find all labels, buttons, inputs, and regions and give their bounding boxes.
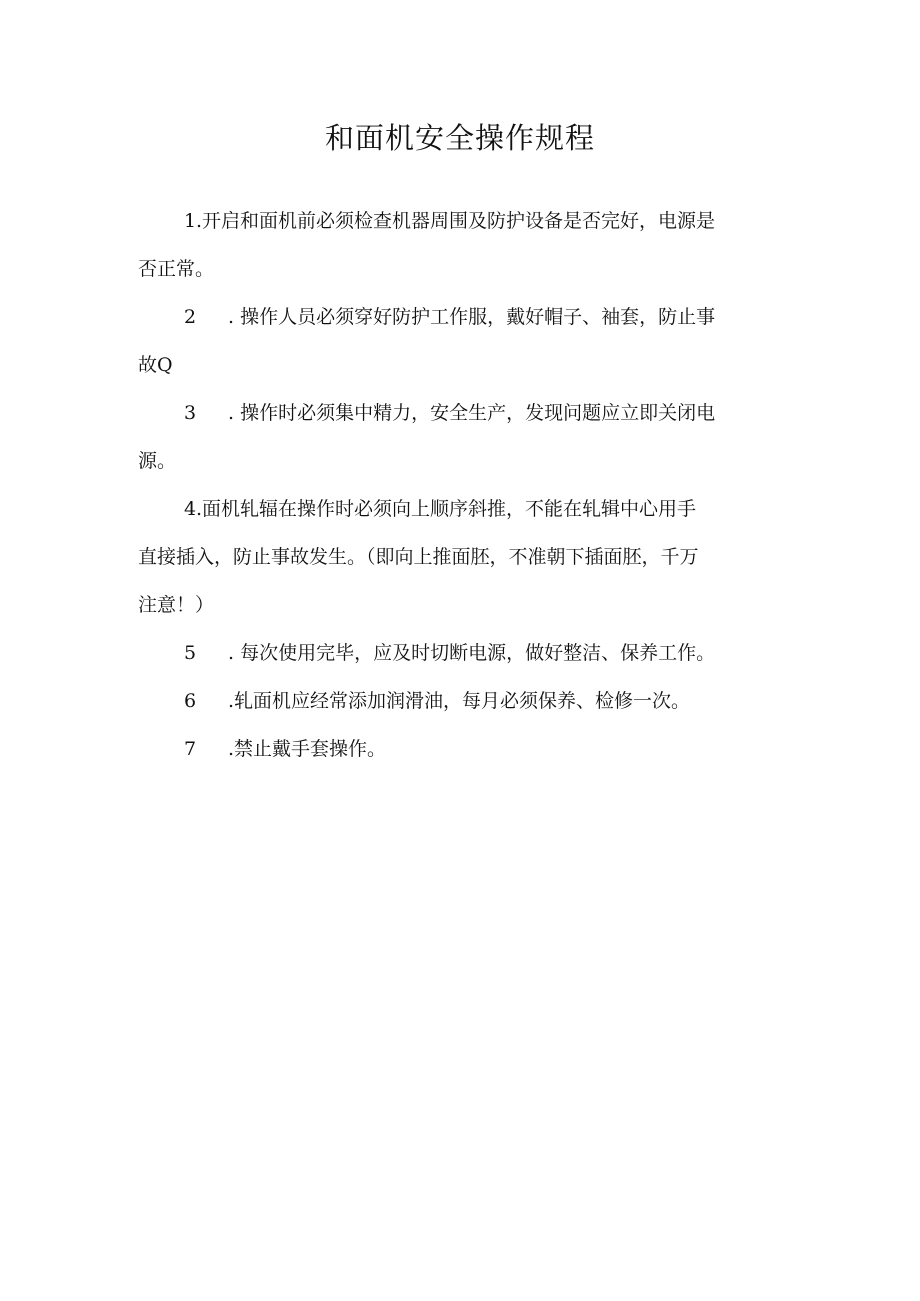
list-item (138, 677, 788, 725)
document-title: 和面机安全操作规程 (324, 121, 595, 155)
item-text-continued: 注意！） (138, 594, 215, 616)
list-item (138, 389, 788, 485)
document-body (138, 197, 788, 773)
item-text-continued: 故Q (138, 354, 173, 376)
item-text: .轧面机应经常添加润滑油，每月必须保养、检修一次。 (228, 690, 691, 712)
item-text-continued: 否正常。 (138, 258, 215, 280)
list-item (138, 725, 788, 773)
item-text: . 操作时必须集中精力，安全生产，发现问题应立即关闭电 (228, 402, 716, 424)
item-number: 7 (184, 738, 197, 760)
item-number: 4 (184, 498, 197, 520)
list-item (138, 485, 788, 629)
list-item (138, 197, 788, 293)
list-item (138, 629, 788, 677)
item-number: 6 (184, 690, 197, 712)
item-number: 2 (184, 306, 197, 328)
item-text-continued: 源。 (138, 450, 177, 472)
item-text: . 每次使用完毕，应及时切断电源，做好整洁、保养工作。 (228, 642, 716, 664)
item-number: 1 (184, 210, 197, 232)
item-text: .禁止戴手套操作。 (228, 738, 387, 760)
item-number: 5 (184, 642, 197, 664)
item-text: .面机轧辐在操作时必须向上顺序斜推，不能在轧辑中心用手 (196, 498, 697, 520)
item-number: 3 (184, 402, 197, 424)
item-text: . 操作人员必须穿好防护工作服，戴好帽子、袖套，防止事 (228, 306, 716, 328)
list-item (138, 293, 788, 389)
item-text-continued: 直接插入，防止事故发生。（即向上推面胚，不准朝下插面胚，千万 (138, 546, 699, 568)
item-text: .开启和面机前必须检查机器周围及防护设备是否完好，电源是 (196, 210, 716, 232)
